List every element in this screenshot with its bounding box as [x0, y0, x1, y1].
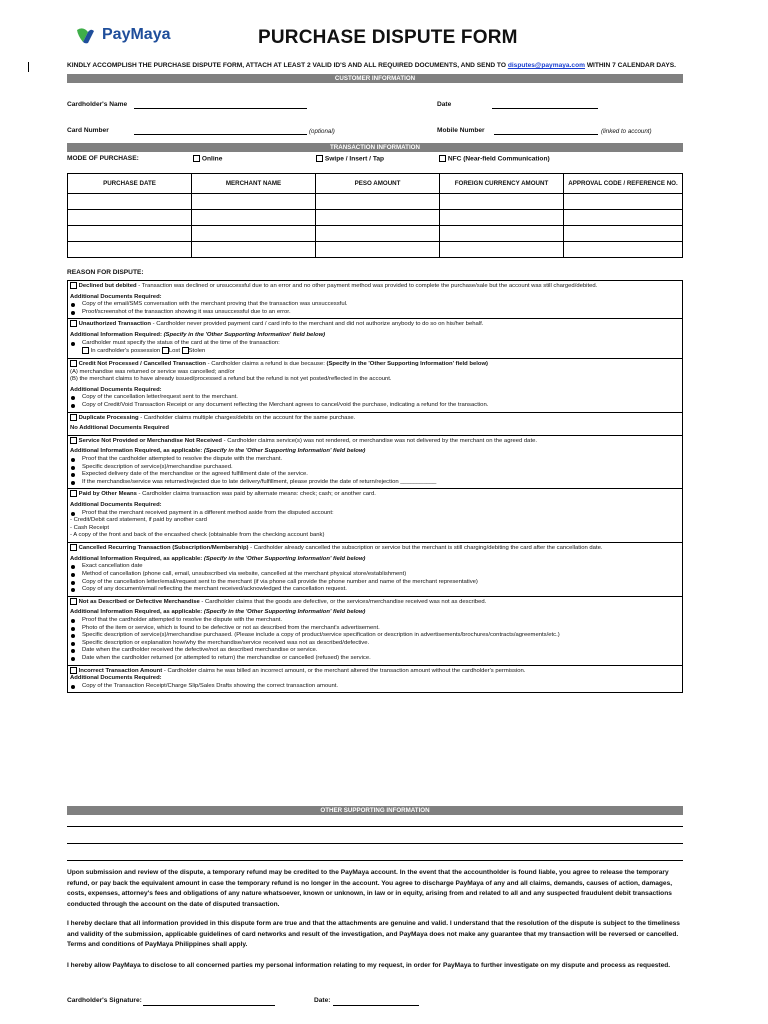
list-item: Specific description or explanation how/why the merchandise/service received was not as described/defective.	[70, 640, 680, 648]
list-item: If the merchandise/service was returned/rejected due to late delivery/fulfillment, please provide the date of return/rejection ___________	[70, 479, 680, 487]
signature-date-field[interactable]	[333, 1005, 419, 1006]
other-means-line: - Cash Receipt	[70, 524, 109, 531]
card-number-field[interactable]	[134, 134, 307, 135]
list-item: Proof/screenshot of the transaction showing it was unsuccessful due to an error.	[70, 309, 680, 317]
lost-checkbox[interactable]	[162, 347, 169, 354]
defective-sub: Additional Information Required, as applicable: (Specify in the 'Other Supporting Information' field below)	[70, 609, 366, 616]
duplicate-checkbox[interactable]	[70, 414, 77, 421]
table-header-row	[68, 174, 683, 194]
reason-label: REASON FOR DISPUTE:	[67, 269, 144, 276]
optional-note: (optional)	[309, 128, 335, 135]
nfc-checkbox[interactable]	[439, 155, 446, 162]
reason-duplicate: Duplicate Processing - Cardholder claims multiple charges/debits on the account for the same purchase. No Additional Documents Required	[68, 413, 682, 436]
reason-recurring: Cancelled Recurring Transaction (Subscription/Membership) - Cardholder already cancelled the subscription or service but the merchant is still charging/debiting the card after the cancellation date. Additional Information Required, as applicable: (Specify in the 'Other Supporting Information' field below) Exact cancellation date Method of cancellation (phone call, email, unsubscribed via website, cancelled at the merchant physical store/establishment) Copy of the cancellation letter/email/request sent to the merchant (if via phone call provide the phone number and name of the merchant representative) Copy of any document/email reflecting the merchant received/acknowledged the cancellation request.	[68, 543, 682, 597]
list-item: Cardholder must specify the status of the card at the time of the transaction:	[70, 340, 680, 348]
list-item: Expected delivery date of the merchandise or the agreed fulfillment date of the service.	[70, 471, 680, 479]
credit-line-b: (B) the merchant claims to have already issued/processed a refund but the refund is not yet posted/reflected in the account.	[70, 376, 392, 383]
stolen-checkbox[interactable]	[182, 347, 189, 354]
reason-incorrect-amount: Incorrect Transaction Amount - Cardholder claims he was billed an incorrect amount, or the merchant altered the transaction amount without the cardholder's permission. Additional Documents Required: Copy of the Transaction Receipt/Charge Slip/Sales Drafts showing the correct transaction amount.	[68, 666, 682, 693]
temporary-refund-paragraph: Upon submission and review of the dispute, a temporary refund may be credited to the PayMaya account. In the event that the accountholder is found liable, you agree to release the temporary refund, or pay back the equivalent amount in case the temporary refund is no longer in the account. You agree to discharge PayMaya of any and all claims, demands, causes of action, damages, costs, expenses, attorney's fees and obligations of any nature whatsoever, known or unknown, in law or in equity, arising from and related to all and any suspected fraudulent debit transactions conducted through the account on the date of disputed transaction.	[67, 869, 673, 908]
disclosure-paragraph: I hereby allow PayMaya to disclose to all concerned parties my personal information relating to my request, in order for PayMaya to further investigate on my dispute and process as requested.	[67, 962, 671, 969]
list-item: Proof that the cardholder attempted to resolve the dispute with the merchant.	[70, 456, 680, 464]
list-item: Specific description of service(s)/merchandise purchased. (Please include a copy of product/service specification or description in advertisements/brochures/contracts/agreements/etc.)	[70, 632, 680, 640]
card-status-options: In cardholder's possession Lost Stolen	[70, 347, 680, 356]
card-number-label: Card Number	[67, 127, 109, 134]
table-row[interactable]	[68, 210, 683, 226]
list-item: Copy of the email/SMS conversation with the merchant proving that the transaction was unsuccessful.	[70, 301, 680, 309]
table-row[interactable]	[68, 226, 683, 242]
list-item: Exact cancellation date	[70, 563, 680, 571]
list-item: Photo of the item or service, which is found to be defective or not as described from the merchant's advertisement.	[70, 625, 680, 633]
declined-checkbox[interactable]	[70, 282, 77, 289]
cardholder-name-field[interactable]	[134, 108, 307, 109]
duplicate-note: No Additional Documents Required	[70, 425, 169, 432]
date-field[interactable]	[492, 108, 598, 109]
reason-other-means: Paid by Other Means - Cardholder claims transaction was paid by alternate means: check; cash; or another card. Additional Documents Required: Proof that the merchant received payment in a different method aside from the disputed account: - Credit/Debit card statement, if paid by another card - Cash Receipt - A copy of the front and back of the encashed check (obtainable from the checking account bank)	[68, 489, 682, 543]
list-item: Date when the cardholder received the defective/not as described merchandise or service.	[70, 647, 680, 655]
incorrect-sub: Additional Documents Required:	[70, 675, 162, 682]
mobile-number-label: Mobile Number	[437, 127, 485, 134]
possession-checkbox[interactable]	[82, 347, 89, 354]
list-item: Copy of Credit/Void Transaction Receipt or any document reflecting the Merchant agrees to cancel/void the purchase, indicating a refund for the transaction.	[70, 402, 680, 410]
mobile-number-field[interactable]	[494, 134, 598, 135]
reason-not-provided: Service Not Provided or Merchandise Not Received - Cardholder claims service(s) was not rendered, or merchandise was not delivered by the merchant on the agreed date. Additional Information Required, as applicable: (Specify in the 'Other Supporting Information' field below) Proof that the cardholder attempted to resolve the dispute with the merchant. Specific description of service(s)/merchandise purchased. Expected delivery date of the merchandise or the agreed fulfillment date of the service. If the merchandise/service was returned/rejected due to late delivery/fulfillment, please provide the date of return/rejection ___________	[68, 436, 682, 490]
list-item: Copy of the cancellation letter/request sent to the merchant.	[70, 394, 680, 402]
reason-defective: Not as Described or Defective Merchandise - Cardholder claims that the goods are defective, or the services/merchandise received was not as described. Additional Information Required, as applicable: (Specify in the 'Other Supporting Information' field below) Proof that the cardholder attempted to resolve the dispute with the merchant. Photo of the item or service, which is found to be defective or not as described from the merchant's advertisement. Specific description of service(s)/merchandise purchased. (Please include a copy of product/service specification or description in advertisements/brochures/contracts/agreements/etc.) Specific description or explanation how/why the merchandise/service received was not as described/defective. Date when the cardholder received the defective/not as described merchandise or service. Date when the cardholder returned (or attempted to return) the merchandise or cancelled (refused) the service.	[68, 597, 682, 666]
other-info-line-1[interactable]	[67, 826, 683, 827]
not-provided-checkbox[interactable]	[70, 437, 77, 444]
declaration-paragraph: I hereby declare that all information provided in this dispute form are true and that the attachments are genuine and valid. I understand that the resolution of the dispute is subject to the timeliness and validity of the submission, applicable guidelines of card networks and result of the investigation, and PayMaya does not make any guarantee that my transaction will be reversed or cancelled. Terms and conditions of PayMaya Philippines shall apply.	[67, 920, 680, 949]
transaction-info-header: TRANSACTION INFORMATION	[67, 143, 683, 152]
reasons-box	[67, 280, 683, 693]
other-info-header: OTHER SUPPORTING INFORMATION	[67, 806, 683, 815]
page-title: PURCHASE DISPUTE FORM	[258, 27, 518, 48]
list-item: Proof that the merchant received payment in a different method aside from the disputed account:	[70, 510, 680, 518]
customer-info-header: CUSTOMER INFORMATION	[67, 74, 683, 83]
incorrect-checkbox[interactable]	[70, 667, 77, 674]
signature-field[interactable]	[143, 1005, 275, 1006]
credit-checkbox[interactable]	[70, 360, 77, 367]
mode-swipe[interactable]: Swipe / Insert / Tap	[316, 155, 384, 162]
signature-date-label: Date:	[314, 997, 331, 1004]
unauthorized-sub: Additional Information Required: (Specify in the 'Other Supporting Information' field below)	[70, 332, 326, 339]
list-item: Method of cancellation (phone call, email, unsubscribed via website, cancelled at the merchant physical store/establishment)	[70, 571, 680, 579]
other-means-sub: Additional Documents Required:	[70, 502, 162, 509]
list-item: Proof that the cardholder attempted to resolve the dispute with the merchant.	[70, 617, 680, 625]
other-means-line: - Credit/Debit card statement, if paid by another card	[70, 517, 207, 524]
credit-line-a: (A) merchandise was returned or service was cancelled; and/or	[70, 368, 235, 375]
list-item: Copy of the Transaction Receipt/Charge Slip/Sales Drafts showing the correct transaction amount.	[70, 683, 680, 691]
other-info-line-2[interactable]	[67, 843, 683, 844]
list-item: Copy of any document/email reflecting the merchant received/acknowledged the cancellation request.	[70, 586, 680, 594]
instructions: KINDLY ACCOMPLISH THE PURCHASE DISPUTE FORM, ATTACH AT LEAST 2 VALID ID'S AND ALL REQUIRED DOCUMENTS, AND SEND TO disputes@paymaya.com WITHIN 7 CALENDAR DAYS.	[67, 62, 676, 69]
table-row[interactable]	[68, 194, 683, 210]
linked-note: (linked to account)	[601, 128, 652, 135]
other-means-line: - A copy of the front and back of the encashed check (obtainable from the checking account bank)	[70, 532, 325, 539]
col-merchant-name: MERCHANT NAME	[192, 174, 316, 194]
cardholder-name-label: Cardholder's Name	[67, 101, 128, 108]
brand-name: PayMaya	[102, 26, 171, 43]
defective-checkbox[interactable]	[70, 598, 77, 605]
list-item: Copy of the cancellation letter/email/request sent to the merchant (if via phone call provide the phone number and name of the merchant representative)	[70, 579, 680, 587]
reason-credit-not-processed: Credit Not Processed / Cancelled Transaction - Cardholder claims a refund is due because: (Specify in the 'Other Supporting Information' field below) (A) merchandise was returned or service was cancelled; and/or (B) the merchant claims to have already issued/processed a refund but the refund is not yet posted/reflected in the account. Additional Documents Required: Copy of the cancellation letter/request sent to the merchant. Copy of Credit/Void Transaction Receipt or any document reflecting the Merchant agrees to cancel/void the purchase, indicating a refund for the transaction.	[68, 359, 682, 413]
other-info-line-3[interactable]	[67, 860, 683, 861]
list-item: Specific description of service(s)/merchandise purchased.	[70, 464, 680, 472]
recurring-checkbox[interactable]	[70, 544, 77, 551]
reason-unauthorized: Unauthorized Transaction - Cardholder never provided payment card / card info to the merchant and did not authorize anybody to do so on his/her behalf. Additional Information Required: (Specify in the 'Other Supporting Information' field below) Cardholder must specify the status of the card at the time of the transaction: In cardholder's possession Lost Stolen	[68, 319, 682, 359]
signature-label: Cardholder's Signature:	[67, 997, 142, 1004]
col-approval-code: APPROVAL CODE / REFERENCE NO.	[564, 174, 683, 194]
not-provided-sub: Additional Information Required, as applicable: (Specify in the 'Other Supporting Information' field below)	[70, 448, 366, 455]
unauthorized-checkbox[interactable]	[70, 320, 77, 327]
col-purchase-date: PURCHASE DATE	[68, 174, 192, 194]
mode-nfc[interactable]: NFC (Near-field Communication)	[439, 155, 550, 162]
col-peso-amount: PESO AMOUNT	[316, 174, 440, 194]
other-means-checkbox[interactable]	[70, 490, 77, 497]
swipe-checkbox[interactable]	[316, 155, 323, 162]
reason-declined: Declined but debited - Transaction was declined or unsuccessful due to an error and no other payment method was provided to complete the purchase/sale but the account was still charged/debited. Additional Documents Required: Copy of the email/SMS conversation with the merchant proving that the transaction was unsuccessful. Proof/screenshot of the transaction showing it was unsuccessful due to an error.	[68, 281, 682, 319]
mode-online[interactable]: Online	[193, 155, 222, 162]
text-cursor	[28, 62, 29, 72]
date-label: Date	[437, 101, 452, 108]
online-checkbox[interactable]	[193, 155, 200, 162]
col-foreign-amount: FOREIGN CURRENCY AMOUNT	[440, 174, 564, 194]
declined-sub: Additional Documents Required:	[70, 293, 162, 300]
transaction-table	[67, 173, 683, 258]
dispute-email-link[interactable]: disputes@paymaya.com	[507, 62, 585, 69]
mode-of-purchase-label: MODE OF PURCHASE:	[67, 155, 139, 162]
list-item: Date when the cardholder returned (or attempted to return) the merchandise or cancelled (refused) the service.	[70, 655, 680, 663]
recurring-sub: Additional Information Required, as applicable: (Specify in the 'Other Supporting Information' field below)	[70, 555, 366, 562]
table-row[interactable]	[68, 242, 683, 258]
credit-sub: Additional Documents Required:	[70, 386, 162, 393]
